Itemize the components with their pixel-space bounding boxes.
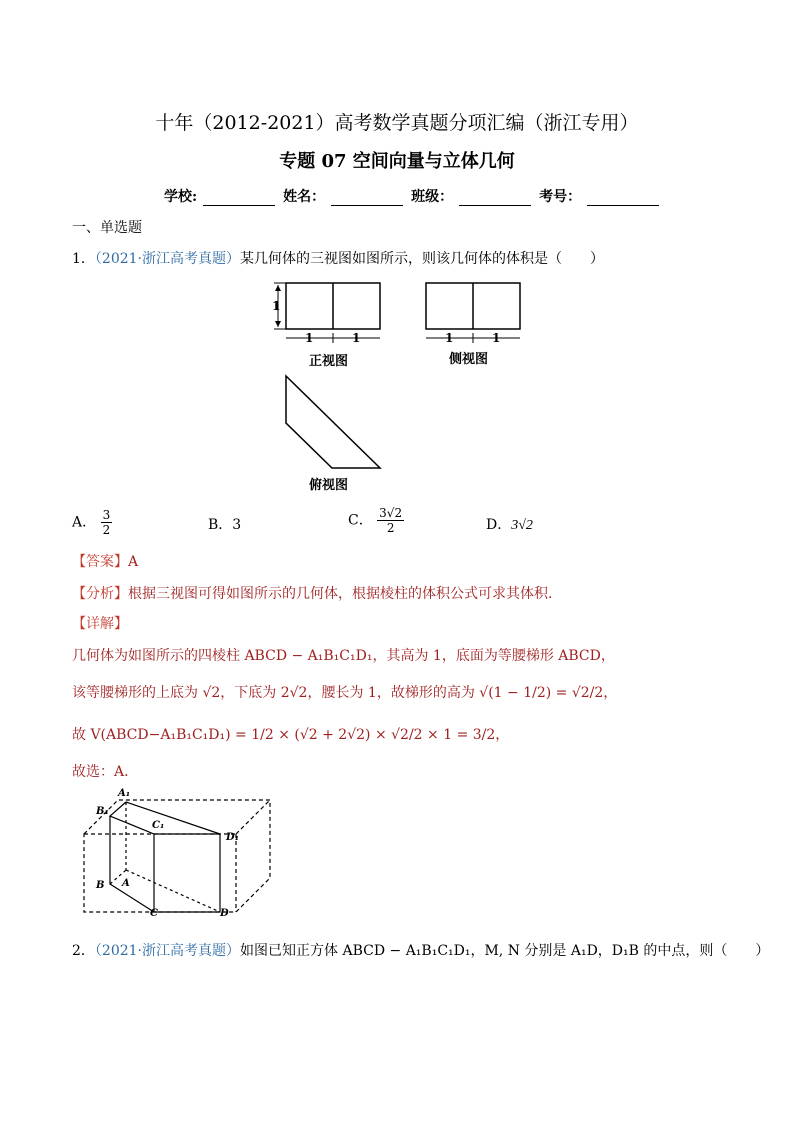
question-2-number: 2． — [72, 943, 95, 959]
analysis-tag: 【分析】 — [72, 586, 128, 602]
section-heading: 一、单选题 — [72, 220, 142, 236]
analysis-text: 根据三视图可得如图所示的几何体，根据棱柱的体积公式可求其体积. — [128, 586, 553, 602]
option-a-numerator: 3 — [102, 508, 111, 522]
label-d: D — [220, 908, 229, 919]
option-c-denominator: 2 — [386, 521, 395, 535]
question-1-stem — [72, 248, 604, 268]
option-b — [208, 514, 241, 534]
option-c-numerator: 3√2 — [379, 506, 403, 520]
class-label: 班级： — [411, 189, 454, 205]
name-label: 姓名： — [283, 189, 326, 205]
option-a-fraction — [101, 508, 113, 537]
option-a — [72, 508, 112, 537]
front-view-label: 正视图 — [309, 354, 349, 369]
class-blank — [459, 186, 531, 206]
option-c-fraction — [377, 506, 404, 535]
three-views-figure — [266, 278, 536, 498]
label-a1: A₁ — [118, 788, 131, 799]
question-2-source: （2021·浙江高考真题） — [94, 943, 241, 959]
option-a-label: A． — [72, 514, 97, 531]
school-label: 学校: — [164, 189, 198, 205]
student-info-row — [164, 186, 661, 206]
answer-tag: 【答案】 — [72, 554, 128, 570]
question-2-text: 如图已知正方体 ABCD − A₁B₁C₁D₁，M, N 分别是 A₁D，D₁B 的中点，则（ ） — [240, 943, 770, 959]
front-view — [272, 283, 380, 369]
front-width-label-1: 1 — [305, 331, 314, 345]
exam-number-label: 考号： — [539, 189, 582, 205]
school-blank — [203, 186, 275, 206]
label-c: C — [150, 908, 158, 919]
detail-line-1: 几何体为如图所示的四棱柱 ABCD − A₁B₁C₁D₁，其高为 1，底面为等腰梯形 ABCD， — [72, 648, 615, 664]
label-c1: C₁ — [152, 820, 165, 831]
analysis-line — [72, 583, 552, 603]
detail-line-3: 故 V(ABCD−A₁B₁C₁D₁) = 1/2 × (√2 + 2√2) × √2/2 × 1 = 3/2， — [72, 727, 510, 743]
side-view-label: 侧视图 — [449, 352, 489, 367]
name-blank — [331, 186, 403, 206]
page-title: 十年（2012-2021）高考数学真题分项汇编（浙江专用） — [155, 112, 639, 134]
question-1-source: （2021·浙江高考真题） — [94, 251, 241, 267]
option-d — [486, 514, 533, 534]
page-subtitle: 专题 07 空间向量与立体几何 — [279, 151, 515, 172]
label-d1: D₁ — [226, 832, 240, 843]
label-b1: B₁ — [96, 806, 109, 817]
option-d-value: 3√2 — [511, 518, 533, 533]
option-c — [348, 506, 404, 535]
conclusion-line: 故选：A. — [72, 764, 129, 780]
option-a-denominator: 2 — [102, 523, 111, 537]
side-width-label-1: 1 — [445, 331, 454, 345]
question-1-number: 1． — [72, 251, 95, 267]
label-a: A — [122, 878, 130, 889]
option-b-label: B． — [208, 517, 233, 533]
prism-figure — [80, 786, 280, 922]
top-view — [286, 376, 380, 493]
side-view — [426, 283, 520, 367]
answer-value: A — [128, 554, 139, 570]
detail-line-2: 该等腰梯形的上底为 √2，下底为 2√2，腰长为 1，故梯形的高为 √(1 − 1/2) = √2/2， — [72, 685, 618, 701]
option-d-label: D． — [486, 517, 512, 533]
question-2-stem — [72, 940, 769, 960]
side-width-label-2: 1 — [492, 331, 501, 345]
front-height-label: 1 — [272, 299, 281, 313]
detail-tag: 【详解】 — [72, 616, 128, 632]
front-width-label-2: 1 — [352, 331, 361, 345]
question-1-text: 某几何体的三视图如图所示，则该几何体的体积是（ ） — [240, 251, 605, 267]
option-b-value: 3 — [232, 517, 242, 533]
label-b: B — [96, 880, 105, 891]
top-view-label: 俯视图 — [309, 478, 349, 493]
exam-number-blank — [587, 186, 659, 206]
option-c-label: C． — [348, 512, 373, 529]
answer-line — [72, 551, 138, 571]
